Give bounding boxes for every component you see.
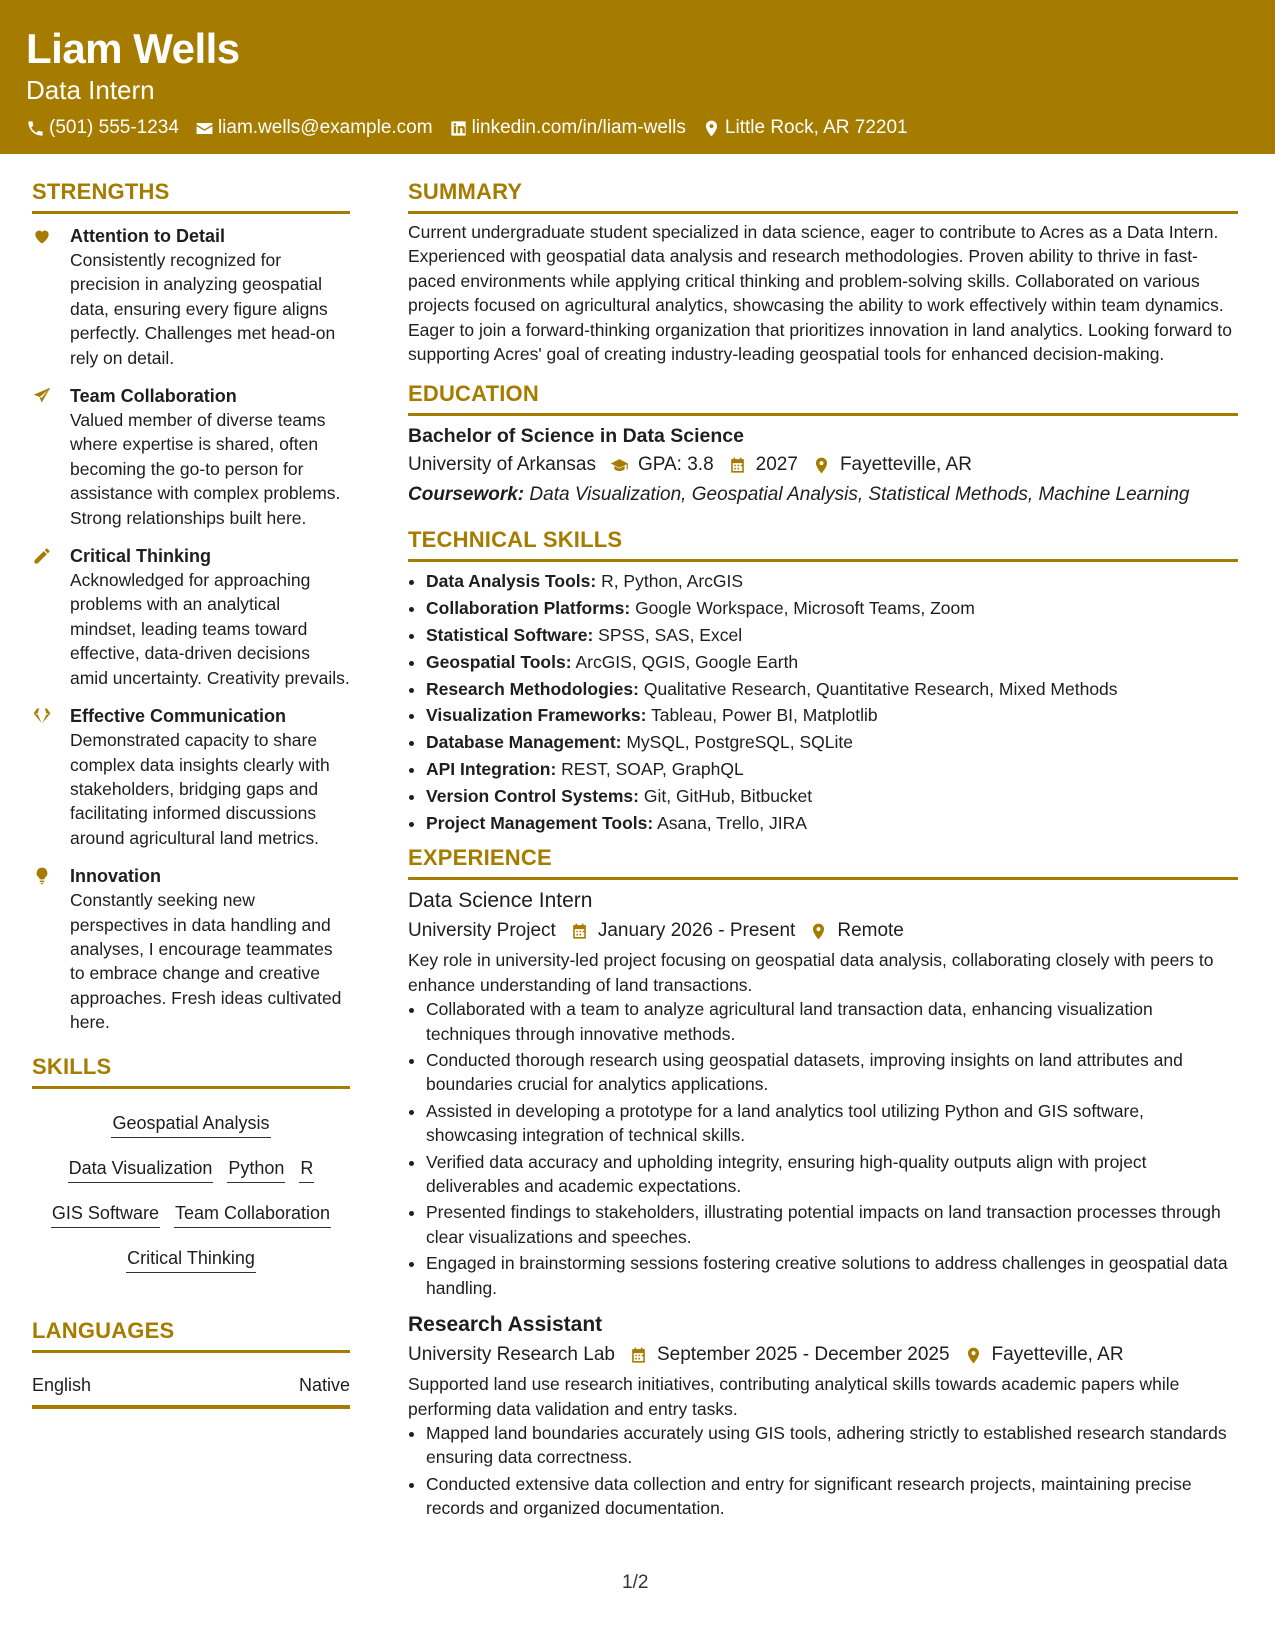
gpa-text: GPA: 3.8 — [637, 454, 714, 476]
language-level: Native — [298, 1374, 350, 1395]
tech-value: Git, GitHub, Bitbucket — [643, 785, 813, 806]
strength-item — [32, 544, 350, 690]
skill-tag: Data Visualization — [68, 1156, 214, 1183]
strength-item — [32, 384, 350, 530]
list-item: • Conducted extensive data collection and entry for significant research projects, maintaining precise records and organized documentation. — [426, 1472, 1238, 1521]
calendar-icon — [629, 1346, 648, 1365]
contact-bar — [26, 116, 1275, 140]
job-dates: January 2026 - Present — [597, 920, 796, 942]
languages-heading: LANGUAGES — [32, 1317, 350, 1353]
list-item: • Engaged in brainstorming sessions fostering creative solutions to address challenges in geospatial data handling. — [426, 1251, 1238, 1300]
summary-text: Current undergraduate student specialized in data science, eager to contribute to Acres as a Data Intern. Experienced with geospatial data analysis and research methodologies. Proven ability to thrive in fast-paced environments while applying critical thinking and problem-solving skills. Collaborated on various projects focused on agricultural analytics, showcasing the ability to work effectively within team dynamics. Eager to join a forward-thinking organization that prioritizes innovation in land analytics. Looking forward to supporting Acres' goal of creating industry-leading geospatial tools for enhanced decision-making. — [408, 222, 1232, 365]
contact-linkedin[interactable] — [449, 116, 686, 140]
education-meta — [408, 450, 1238, 480]
tech-value: Tableau, Power BI, Matplotlib — [651, 705, 878, 726]
paper-plane-icon — [32, 386, 52, 406]
map-marker-icon — [812, 456, 831, 475]
skill-tag: Team Collaboration — [174, 1201, 331, 1228]
phone-icon — [26, 119, 45, 138]
page-number: 1/2 — [622, 1572, 649, 1593]
education-heading: EDUCATION — [408, 380, 1238, 416]
tech-value: Asana, Trello, JIRA — [657, 812, 807, 833]
list-item — [426, 756, 1238, 783]
list-item: • Assisted in developing a prototype for a land analytics tool utilizing Python and GIS software, showcasing integration of technical skills. — [426, 1099, 1238, 1148]
map-marker-icon — [809, 922, 828, 941]
strength-title: Effective Communication — [70, 706, 287, 727]
list-item — [426, 702, 1238, 729]
list-item — [426, 595, 1238, 622]
email-text: liam.wells@example.com — [217, 117, 433, 138]
list-item — [426, 568, 1238, 595]
contact-location — [702, 116, 908, 140]
language-name: English — [32, 1374, 92, 1395]
tech-label: Statistical Software: — [426, 625, 594, 646]
strength-title: Attention to Detail — [70, 226, 225, 246]
envelope-icon — [195, 119, 214, 138]
job-org: University Project — [408, 920, 556, 942]
experience-heading: EXPERIENCE — [408, 844, 1238, 880]
strength-title: Critical Thinking — [70, 546, 212, 567]
list-item — [426, 783, 1238, 810]
technical-skills-list — [408, 568, 1238, 836]
resume-header — [0, 0, 1275, 154]
job-bullets — [408, 997, 1238, 1300]
contact-email[interactable] — [195, 116, 433, 140]
job-meta — [408, 1340, 1238, 1370]
tech-label: Collaboration Platforms: — [426, 598, 631, 619]
strength-desc: Demonstrated capacity to share complex data insights clearly with stakeholders, bridging gaps and facilitating informed discussions around agricultural land metrics. — [70, 730, 330, 848]
list-item: • Verified data accuracy and upholding integrity, ensuring high-quality outputs align with project deliverables and academic expectations. — [426, 1150, 1238, 1199]
tech-label: Visualization Frameworks: — [426, 705, 647, 726]
coursework-label: Coursework: — [408, 484, 525, 506]
job-summary: Supported land use research initiatives, contributing analytical skills towards academic papers while performing data validation and entry tasks. — [408, 1374, 1180, 1419]
tech-label: Database Management: — [426, 732, 622, 753]
list-item: • Presented findings to stakeholders, illustrating potential impacts on land transaction processes through clear visualizations and speeches. — [426, 1200, 1238, 1249]
job-location: Fayetteville, AR — [991, 1344, 1124, 1366]
coursework — [408, 480, 1238, 510]
job-org: University Research Lab — [408, 1344, 615, 1366]
tech-value: MySQL, PostgreSQL, SQLite — [626, 732, 853, 753]
tech-label: API Integration: — [426, 759, 557, 780]
calendar-icon — [570, 922, 589, 941]
list-item — [426, 676, 1238, 703]
tech-label: Project Management Tools: — [426, 812, 654, 833]
skill-tag: GIS Software — [51, 1201, 160, 1228]
calendar-icon — [728, 456, 747, 475]
strengths-heading: STRENGTHS — [32, 178, 350, 214]
linkedin-text: linkedin.com/in/liam-wells — [471, 117, 686, 138]
tech-value: REST, SOAP, GraphQL — [561, 759, 744, 780]
tech-value: ArcGIS, QGIS, Google Earth — [575, 651, 799, 672]
job-location: Remote — [837, 920, 904, 942]
list-item — [426, 810, 1238, 837]
language-row — [32, 1363, 350, 1409]
list-item: • Mapped land boundaries accurately using GIS tools, adhering strictly to established research standards ensuring data correctness. — [426, 1421, 1238, 1470]
strength-desc: Constantly seeking new perspectives in data handling and analyses, I encourage teammates to embrace change and creative approaches. Fresh ideas cultivated here. — [70, 890, 342, 1033]
tech-label: Data Analysis Tools: — [426, 571, 597, 592]
linkedin-icon — [449, 119, 468, 138]
job-bullets — [408, 1421, 1238, 1521]
candidate-role: Data Intern — [26, 75, 155, 105]
list-item: • Conducted thorough research using geospatial datasets, improving insights on land attributes and boundaries crucial for analytics applications. — [426, 1048, 1238, 1097]
technical-skills-heading: TECHNICAL SKILLS — [408, 526, 1238, 562]
job-summary: Key role in university-led project focusing on geospatial data analysis, collaborating closely with peers to enhance understanding of land transactions. — [408, 950, 1214, 995]
gem-icon — [32, 706, 52, 726]
education-location: Fayetteville, AR — [839, 454, 972, 476]
graduation-year: 2027 — [755, 454, 798, 476]
coursework-list: Data Visualization, Geospatial Analysis, Statistical Methods, Machine Learning — [529, 484, 1190, 506]
strength-item — [32, 704, 350, 850]
list-item — [426, 729, 1238, 756]
strength-desc: Valued member of diverse teams where expertise is shared, often becoming the go-to person for assistance with complex problems. Strong relationships built here. — [70, 410, 341, 528]
candidate-name: Liam Wells — [26, 25, 240, 72]
strength-item — [32, 224, 350, 370]
strength-title: Innovation — [70, 866, 161, 887]
job-entry — [408, 1310, 1238, 1520]
left-column — [32, 178, 350, 1409]
tech-value: SPSS, SAS, Excel — [598, 625, 743, 646]
lightbulb-icon — [32, 866, 52, 886]
skill-tag: Critical Thinking — [126, 1246, 256, 1273]
tech-label: Research Methodologies: — [426, 678, 639, 699]
skill-tag: Python — [227, 1156, 285, 1183]
list-item — [426, 622, 1238, 649]
strength-desc: Acknowledged for approaching problems with an analytical mindset, leading teams toward effective, data-driven decisions amid uncertainty. Creativity prevails. — [70, 570, 350, 688]
skills-heading: SKILLS — [32, 1053, 350, 1089]
strength-title: Team Collaboration — [70, 386, 237, 407]
job-dates: September 2025 - December 2025 — [656, 1344, 950, 1366]
skills-list — [32, 1099, 350, 1283]
summary-heading: SUMMARY — [408, 178, 1238, 214]
job-title: Research Assistant — [408, 1313, 603, 1337]
location-text: Little Rock, AR 72201 — [724, 117, 908, 138]
job-title: Data Science Intern — [408, 889, 593, 913]
strength-item — [32, 864, 350, 1034]
skill-tag: Geospatial Analysis — [111, 1111, 270, 1138]
map-marker-icon — [702, 119, 721, 138]
right-column — [408, 178, 1238, 1523]
tech-value: R, Python, ArcGIS — [601, 571, 744, 592]
job-meta — [408, 916, 1238, 946]
phone-text: (501) 555-1234 — [49, 117, 179, 138]
heart-icon — [32, 226, 52, 246]
contact-phone[interactable] — [26, 116, 179, 140]
tech-value: Google Workspace, Microsoft Teams, Zoom — [635, 598, 975, 619]
map-marker-icon — [964, 1346, 983, 1365]
school-name: University of Arkansas — [408, 454, 596, 476]
strength-desc: Consistently recognized for precision in analyzing geospatial data, ensuring every figure aligns perfectly. Challenges met head-on rely on detail. — [70, 250, 336, 368]
pencil-icon — [32, 546, 52, 566]
list-item: • Collaborated with a team to analyze agricultural land transaction data, enhancing visualization techniques through innovative methods. — [426, 997, 1238, 1046]
tech-value: Qualitative Research, Quantitative Research, Mixed Methods — [643, 678, 1118, 699]
tech-label: Version Control Systems: — [426, 785, 639, 806]
graduation-cap-icon — [610, 456, 629, 475]
list-item — [426, 649, 1238, 676]
tech-label: Geospatial Tools: — [426, 651, 572, 672]
skill-tag: R — [299, 1156, 314, 1183]
job-entry — [408, 886, 1238, 1300]
degree-title: Bachelor of Science in Data Science — [408, 425, 744, 448]
